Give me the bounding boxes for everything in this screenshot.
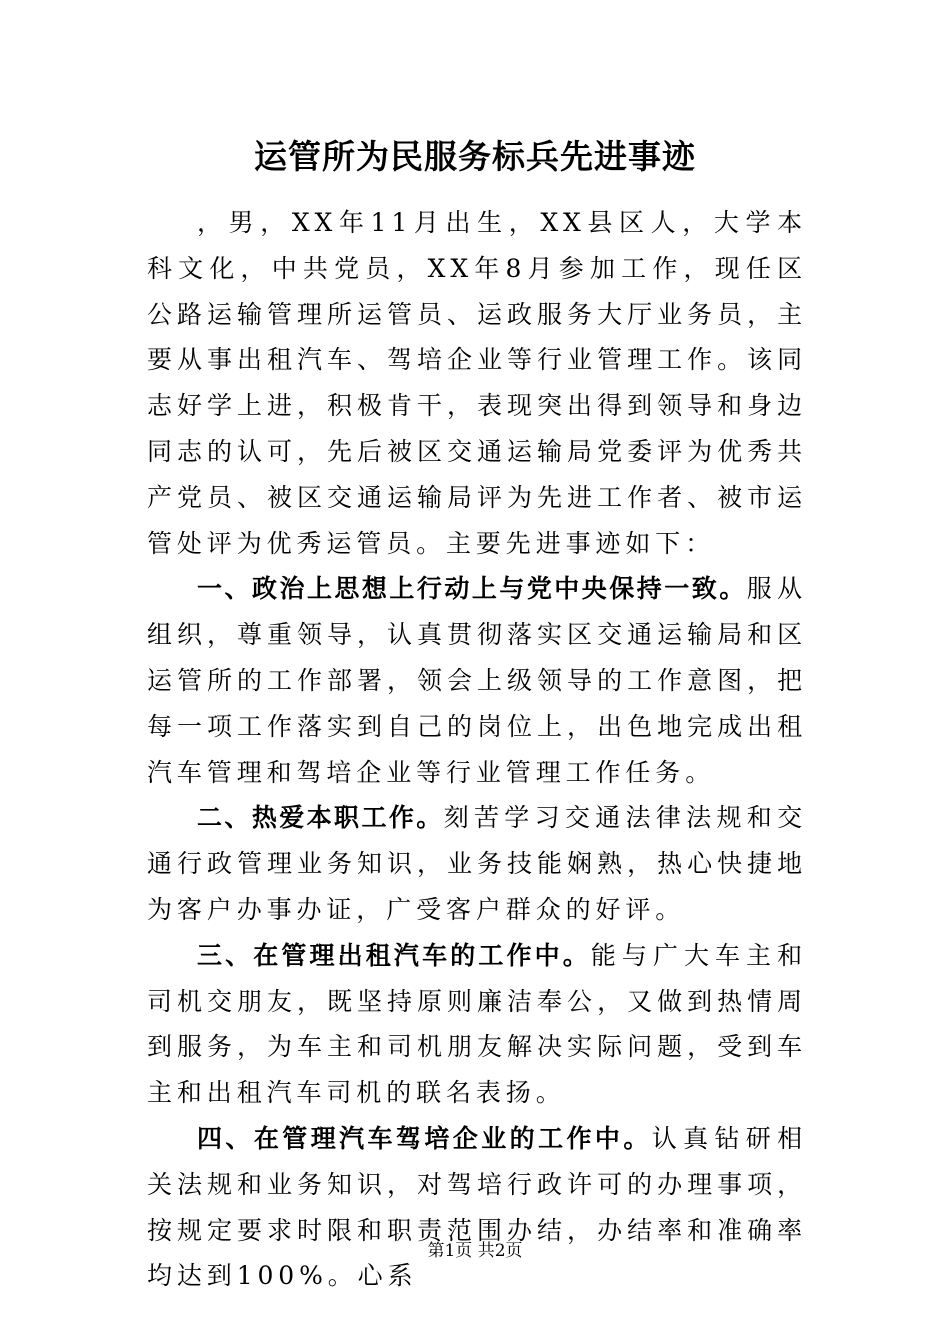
section-text-1: 服从组织，尊重领导，认真贯彻落实区交通运输局和区运管所的工作部署，领会上级领导的工作意图，把每一项工作落实到自己的岗位上，出色地完成出租汽车管理和驾培企业等行业管理工作任务。 [147, 574, 807, 787]
intro-paragraph: ，男，XX年11月出生，XX县区人，大学本科文化，中共党员，XX年8月参加工作，现任区公路运输管理所运管员、运政服务大厅业务员，主要从事出租汽车、驾培企业等行业管理工作。该同志好学上进，积极肯干，表现突出得到领导和身边同志的认可，先后被区交通运输局党委评为优秀共产党员、被区交通运输局评为先进工作者、被市运管处评为优秀运管员。主要先进事迹如下： [147, 208, 807, 558]
section-paragraph-4 [147, 1116, 807, 1299]
page-number-footer: 第1页 共2页 [427, 1241, 523, 1261]
section-heading-3: 三、在管理出租汽车的工作中。 [197, 940, 591, 970]
document-title: 运管所为民服务标兵先进事迹 [254, 137, 696, 176]
section-text-4: 认真钻研相关法规和业务知识，对驾培行政许可的办理事项，按规定要求时限和职责范围办结，办结率和准确率均达到100%。心系 [147, 1123, 807, 1291]
section-text-2: 刻苦学习交通法律法规和交通行政管理业务知识，业务技能娴熟，热心快捷地为客户办事办证，广受客户群众的好评。 [147, 803, 807, 924]
section-heading-2: 二、热爱本职工作。 [197, 803, 444, 833]
section-text-3: 能与广大车主和司机交朋友，既坚持原则廉洁奉公，又做到热情周到服务，为车主和司机朋友解决实际问题，受到车主和出租汽车司机的联名表扬。 [147, 940, 807, 1108]
section-heading-4: 四、在管理汽车驾培企业的工作中。 [197, 1123, 652, 1153]
section-paragraph-1 [147, 566, 807, 795]
section-paragraph-2 [147, 795, 807, 932]
section-paragraph-3 [147, 933, 807, 1116]
section-heading-1: 一、政治上思想上行动上与党中央保持一致。 [197, 574, 747, 604]
document-body [147, 200, 807, 1299]
